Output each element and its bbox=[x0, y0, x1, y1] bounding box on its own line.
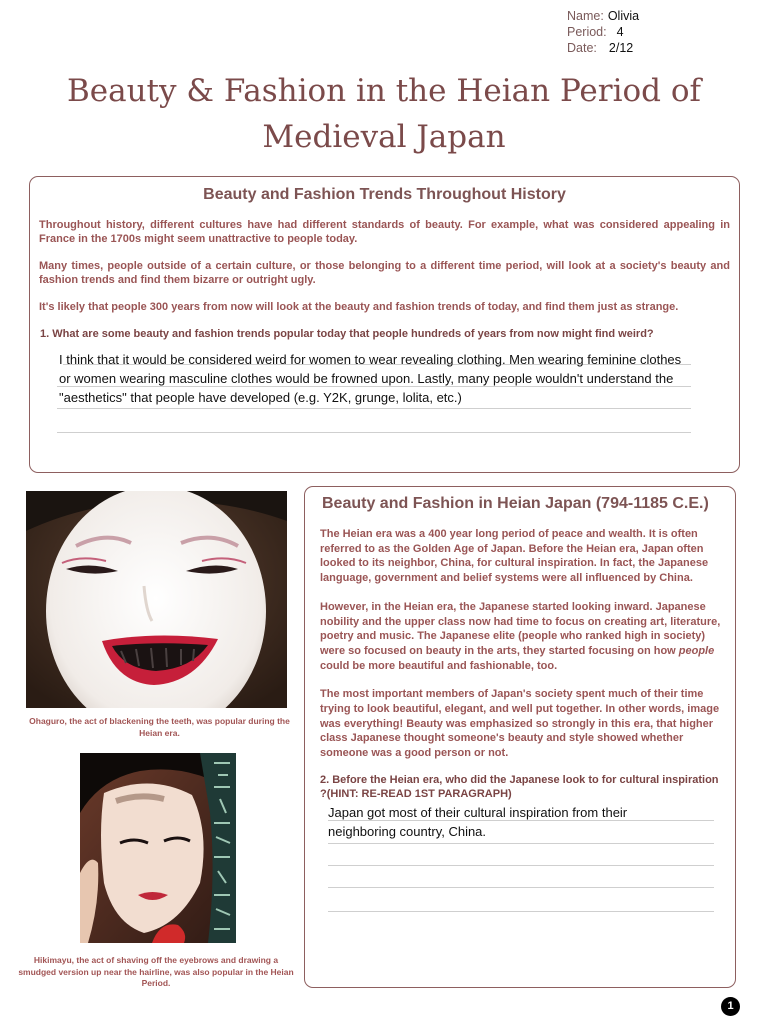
ohaguro-caption: Ohaguro, the act of blackening the teeth, was popular during the Heian era. bbox=[29, 716, 290, 738]
history-section bbox=[29, 176, 740, 473]
date-label: Date: bbox=[567, 41, 597, 55]
heian-paragraph-2 bbox=[320, 600, 721, 674]
answer-line bbox=[328, 865, 714, 866]
title-line-2: Medieval Japan bbox=[262, 119, 506, 155]
page-number: 1 bbox=[721, 997, 740, 1016]
answer-line bbox=[328, 911, 714, 912]
heian-heading: Beauty and Fashion in Heian Japan (794-1185 C.E.) bbox=[322, 495, 709, 512]
hikimayu-caption: Hikimayu, the act of shaving off the eyebrows and drawing a smudged version up near the hairline, was also popular in the Heian Period. bbox=[18, 955, 294, 988]
student-info bbox=[567, 8, 639, 56]
history-paragraph: Many times, people outside of a certain culture, or those belonging to a different time period, will look at a society's beauty and fashion trends and find them bizarre or outright ugly. bbox=[39, 260, 730, 286]
period-value: 4 bbox=[616, 25, 624, 39]
history-paragraph: It's likely that people 300 years from now will look at the beauty and fashion trends of today, and find them just as strange. bbox=[39, 301, 679, 313]
answer-line bbox=[328, 887, 714, 888]
period-row bbox=[567, 24, 639, 40]
answer-line bbox=[57, 408, 691, 409]
hikimayu-poster bbox=[80, 753, 236, 943]
title-line-1: Beauty & Fashion in the Heian Period of bbox=[66, 73, 701, 109]
question-2: 2. Before the Heian era, who did the Japanese look to for cultural inspiration ?(HINT: RE-READ 1ST PARAGRAPH) bbox=[320, 773, 719, 800]
heian-paragraph-3: The most important members of Japan's society spent much of their time trying to look beautiful, elegant, and well put together. In other words, image was everything! Beauty was emphasized so strongly in this era, that higher class Japanese thought someone's beauty and style showed whether someone was a good person or not. bbox=[320, 688, 720, 760]
heian-section bbox=[304, 486, 736, 988]
ohaguro-illustration bbox=[26, 491, 287, 708]
name-row bbox=[567, 8, 639, 24]
heian-paragraph-2-start: However, in the Heian era, the Japanese started looking inward. Japanese nobility and the upper class now had time to focus on creating art, literature, poetry and music. The Japanese elite (people who ranked high in society) were so focused on beauty in the arts, they started focusing on how bbox=[320, 600, 721, 657]
page-title bbox=[0, 68, 768, 160]
name-label: Name: bbox=[567, 9, 604, 23]
answer-1-text[interactable]: I think that it would be considered weird for women to wear revealing clothing. Men wearing feminine clothes or women wearing masculine clothes would be frowned upon. Lastly, many people wouldn't understand the "aesthetics" that people have developed (e.g. Y2K, grunge, lolita, etc.) bbox=[59, 352, 682, 405]
date-value: 2/12 bbox=[608, 41, 634, 55]
answer-2-text[interactable]: Japan got most of their cultural inspiration from their neighboring country, China. bbox=[328, 804, 628, 839]
hikimayu-illustration bbox=[80, 753, 236, 943]
answer-line bbox=[57, 432, 691, 433]
answer-2-area[interactable] bbox=[328, 803, 714, 923]
period-label: Period: bbox=[567, 25, 607, 39]
history-heading: Beauty and Fashion Trends Throughout History bbox=[203, 186, 566, 203]
emphasized-word: people bbox=[678, 644, 715, 657]
ohaguro-photo bbox=[26, 491, 287, 708]
history-paragraph: Throughout history, different cultures have had different standards of beauty. For example, what was considered appealing in France in the 1700s might seem unattractive to people today. bbox=[39, 219, 730, 245]
date-row bbox=[567, 40, 639, 56]
heian-paragraph-1: The Heian era was a 400 year long period of peace and wealth. It is often referred to as the Golden Age of Japan. Before the Heian era, Japan often looked to its neighbor, China, for cultural inspiration. In fact, the Japanese language, government and belief systems were all influenced by China. bbox=[320, 528, 709, 585]
answer-1-area[interactable] bbox=[57, 350, 687, 440]
name-value: Olivia bbox=[607, 9, 640, 23]
heian-paragraph-2-end: could be more beautiful and fashionable, too. bbox=[320, 659, 558, 672]
answer-line bbox=[328, 843, 714, 844]
question-1: 1. What are some beauty and fashion trends popular today that people hundreds of years from now might find weird? bbox=[40, 328, 654, 340]
